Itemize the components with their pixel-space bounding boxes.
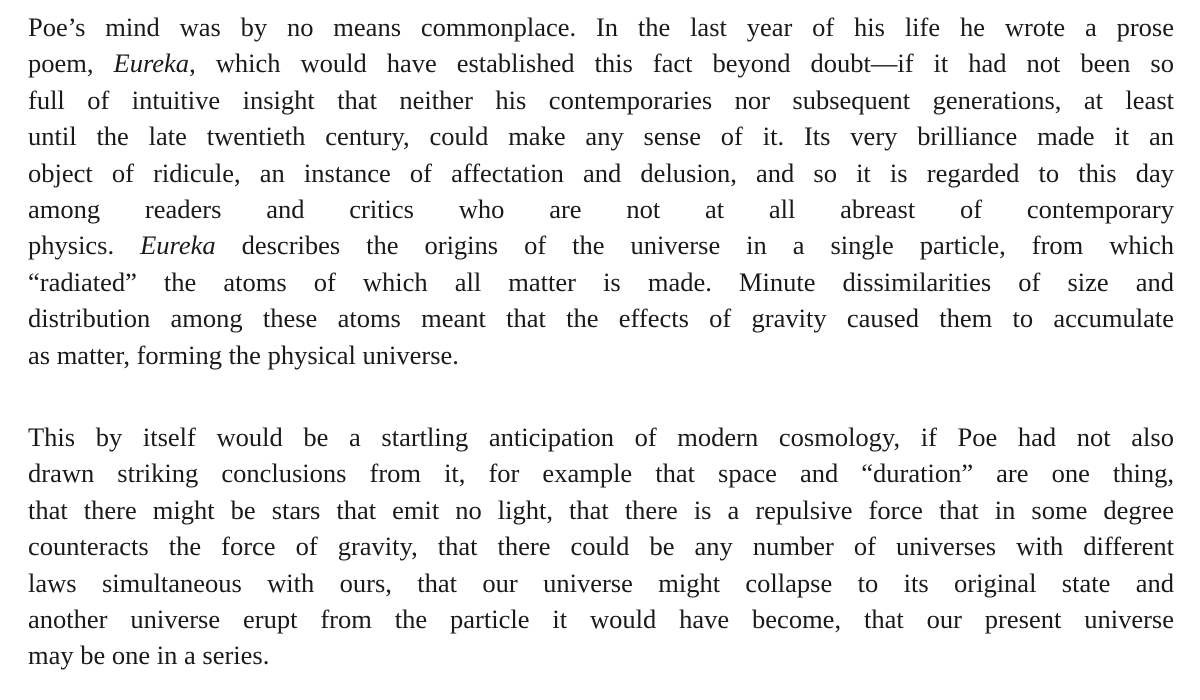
text-line: counteracts the force of gravity, that there could be any number of universes with different — [28, 531, 1174, 562]
italic-title: Eureka — [140, 230, 216, 261]
text-line: Poe’s mind was by no means commonplace. In the last year of his life he wrote a prose — [28, 12, 1174, 42]
text-line: This by itself would be a startling anticipation of modern cosmology, if Poe had not also — [28, 422, 1174, 452]
text-line: poem, Eureka, which would have established this fact beyond doubt—if it had not been so — [28, 48, 1174, 79]
paragraph-2 — [28, 419, 1174, 674]
text-line: object of ridicule, an instance of affectation and delusion, and so it is regarded to this day — [28, 157, 1174, 188]
text-line: may be one in a series. — [28, 640, 270, 671]
paragraph-1 — [28, 9, 1174, 373]
text-line: drawn striking conclusions from it, for example that space and “duration” are one thing, — [28, 458, 1174, 489]
text-line: that there might be stars that emit no light, that there is a repulsive force that in some degree — [28, 494, 1174, 525]
text-line: laws simultaneous with ours, that our universe might collapse to its original state and — [28, 567, 1174, 598]
text-line: another universe erupt from the particle it would have become, that our present universe — [28, 604, 1174, 635]
text-line: among readers and critics who are not at all abreast of contemporary — [28, 194, 1174, 225]
text-line: “radiated” the atoms of which all matter is made. Minute dissimilarities of size and — [28, 266, 1174, 297]
text-line: full of intuitive insight that neither his contemporaries nor subsequent generations, at least — [28, 84, 1174, 115]
text-line: physics. Eureka describes the origins of the universe in a single particle, from which — [28, 230, 1174, 261]
italic-title: Eureka — [113, 48, 190, 79]
text-line: until the late twentieth century, could make any sense of it. Its very brilliance made it an — [28, 121, 1174, 152]
text-line: distribution among these atoms meant that the effects of gravity caused them to accumulate — [28, 303, 1174, 334]
text-line: as matter, forming the physical universe. — [28, 339, 459, 370]
